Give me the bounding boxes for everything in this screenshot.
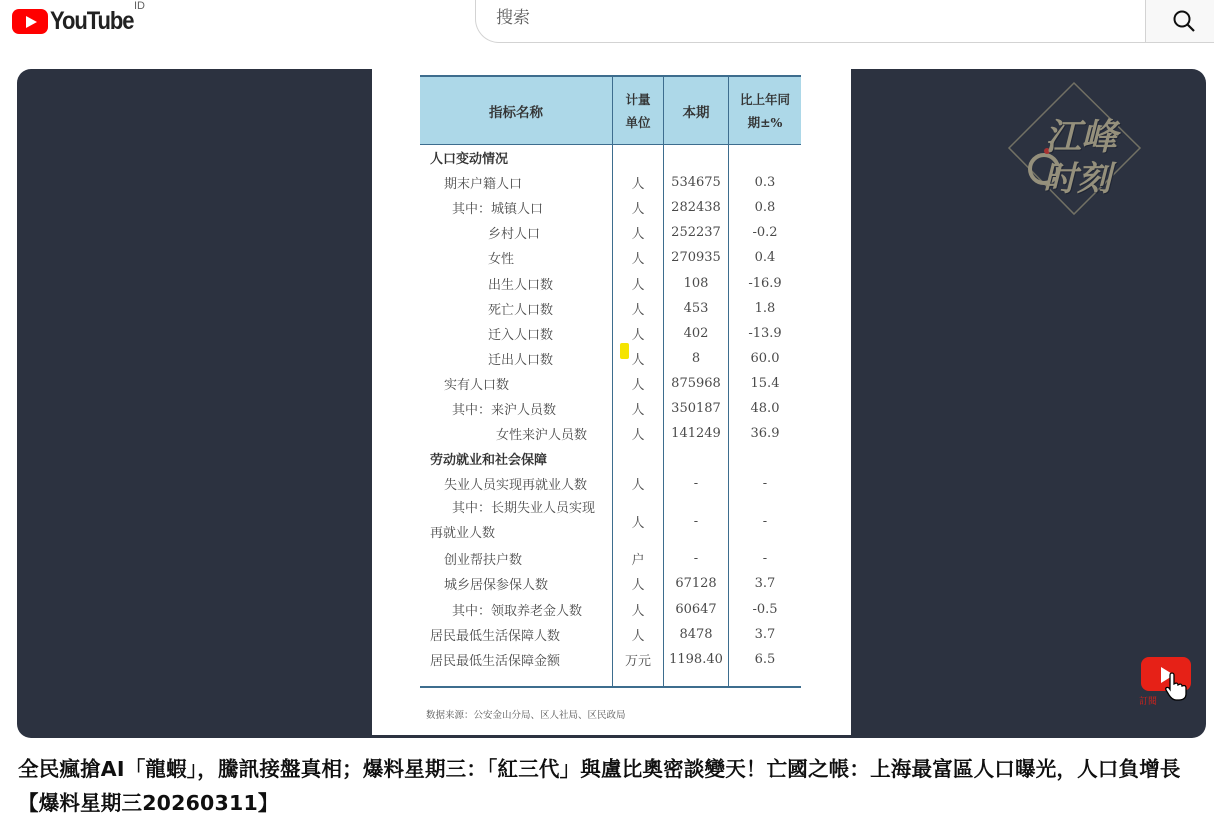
table-row — [420, 145, 801, 171]
cell-unit — [613, 446, 664, 471]
cell-unit: 万元 — [613, 647, 664, 672]
cell-indicator-name: 居民最低生活保障金额 — [430, 653, 561, 669]
cell-yoy: 48.0 — [729, 396, 802, 421]
cell-indicator-name: 居民最低生活保障人数 — [430, 628, 561, 644]
watermark-text-2: 时刻 — [1043, 159, 1111, 199]
cell-indicator-name: 城乡居保参保人数 — [444, 578, 549, 594]
logo-text: YouTube — [50, 6, 134, 35]
cell-unit: 人 — [613, 195, 664, 220]
table-spacer — [420, 672, 801, 687]
cell-yoy: -16.9 — [729, 270, 802, 295]
cell-yoy: 36.9 — [729, 421, 802, 446]
cell-value: 108 — [664, 270, 729, 295]
cell-indicator-name: 乡村人口 — [488, 227, 541, 243]
cell-yoy: -0.5 — [729, 597, 802, 622]
cell-value — [664, 446, 729, 471]
table-row — [420, 571, 801, 596]
search-box[interactable] — [475, 0, 1146, 43]
cell-value: 141249 — [664, 421, 729, 446]
document-page — [372, 69, 851, 735]
cell-value: 8478 — [664, 622, 729, 647]
cell-value — [664, 145, 729, 171]
cell-indicator-name: 其中：长期失业人员实现 再就业人数 — [430, 501, 596, 542]
highlight-mark — [620, 343, 629, 359]
search-input[interactable] — [496, 4, 1096, 32]
cell-yoy: 60.0 — [729, 346, 802, 371]
cell-value: 60647 — [664, 597, 729, 622]
cell-unit: 人 — [613, 321, 664, 346]
statistics-table — [420, 75, 801, 688]
watermark-text-1: 江峰 — [1045, 117, 1118, 158]
hand-cursor-icon — [1164, 671, 1190, 701]
cell-yoy: -13.9 — [729, 321, 802, 346]
cell-yoy: - — [729, 496, 802, 546]
cell-indicator-name: 其中：来沪人员数 — [452, 402, 557, 418]
table-row — [420, 496, 801, 546]
table-row — [420, 321, 801, 346]
cell-indicator-name: 迁出人口数 — [488, 352, 554, 368]
cell-indicator-name: 失业人员实现再就业人数 — [444, 478, 588, 494]
table-row — [420, 396, 801, 421]
region-code: ID — [134, 0, 145, 12]
cell-value: - — [664, 471, 729, 496]
cell-indicator-name: 女性来沪人员数 — [496, 428, 588, 444]
cell-unit: 户 — [613, 546, 664, 571]
cell-unit: 人 — [613, 371, 664, 396]
cell-indicator-name: 迁入人口数 — [488, 327, 554, 343]
cell-value: - — [664, 496, 729, 546]
subscribe-overlay[interactable] — [1139, 657, 1195, 715]
cell-indicator-name: 实有人口数 — [444, 377, 510, 393]
cell-yoy: 1.8 — [729, 296, 802, 321]
cell-value: 67128 — [664, 571, 729, 596]
table-row — [420, 371, 801, 396]
cell-indicator-name: 人口变动情况 — [430, 152, 509, 168]
cell-indicator-name: 出生人口数 — [488, 277, 554, 293]
cell-indicator-name: 其中：城镇人口 — [452, 202, 544, 218]
channel-watermark — [1007, 81, 1142, 216]
cell-indicator-name: 女性 — [488, 252, 515, 268]
cell-yoy: 6.5 — [729, 647, 802, 672]
cell-yoy: 3.7 — [729, 571, 802, 596]
cell-unit: 人 — [613, 622, 664, 647]
cell-yoy: - — [729, 546, 802, 571]
cell-value: 350187 — [664, 396, 729, 421]
cell-indicator-name: 其中：领取养老金人数 — [452, 603, 583, 619]
table-row — [420, 647, 801, 672]
cell-value: 1198.40 — [664, 647, 729, 672]
cell-yoy: 0.3 — [729, 170, 802, 195]
table-row — [420, 346, 801, 371]
cell-yoy: - — [729, 471, 802, 496]
search-icon — [1172, 9, 1196, 33]
table-row — [420, 220, 801, 245]
table-row — [420, 446, 801, 471]
table-row — [420, 622, 801, 647]
cell-unit: 人 — [613, 496, 664, 546]
youtube-play-icon — [12, 9, 48, 34]
cell-value: 8 — [664, 346, 729, 371]
cell-unit: 人 — [613, 597, 664, 622]
cell-indicator-name: 死亡人口数 — [488, 302, 554, 318]
table-row — [420, 195, 801, 220]
cell-value: 402 — [664, 321, 729, 346]
cell-yoy: 0.8 — [729, 195, 802, 220]
header-yoy: 比上年同 期±% — [729, 76, 802, 145]
table-row — [420, 296, 801, 321]
table-row — [420, 471, 801, 496]
subscribe-label: 訂閱 — [1139, 697, 1158, 707]
header-unit: 计量 单位 — [613, 76, 664, 145]
cell-value: 875968 — [664, 371, 729, 396]
header-name: 指标名称 — [420, 76, 613, 145]
cell-unit: 人 — [613, 296, 664, 321]
table-row — [420, 546, 801, 571]
cell-yoy — [729, 145, 802, 171]
cell-value: 534675 — [664, 170, 729, 195]
youtube-logo[interactable] — [12, 6, 145, 36]
cell-unit: 人 — [613, 170, 664, 195]
cell-yoy: -0.2 — [729, 220, 802, 245]
cell-indicator-name: 创业帮扶户数 — [444, 553, 523, 569]
cell-yoy — [729, 446, 802, 471]
video-player[interactable] — [17, 69, 1206, 738]
cell-value: 453 — [664, 296, 729, 321]
source-note: 数据来源：公安金山分局、区人社局、区民政局 — [426, 710, 626, 721]
cell-indicator-name: 劳动就业和社会保障 — [430, 453, 548, 469]
cell-unit: 人 — [613, 471, 664, 496]
cell-unit: 人 — [613, 421, 664, 446]
cell-unit — [613, 145, 664, 171]
cell-unit: 人 — [613, 571, 664, 596]
cell-value: 252237 — [664, 220, 729, 245]
table-row — [420, 597, 801, 622]
cell-value: 270935 — [664, 245, 729, 270]
cell-yoy: 15.4 — [729, 371, 802, 396]
cell-unit: 人 — [613, 396, 664, 421]
cell-indicator-name: 期末户籍人口 — [444, 177, 523, 193]
table-row — [420, 245, 801, 270]
cell-value: - — [664, 546, 729, 571]
table-row — [420, 270, 801, 295]
cell-value: 282438 — [664, 195, 729, 220]
search-button[interactable] — [1145, 0, 1214, 43]
cell-unit: 人 — [613, 346, 664, 371]
cell-unit: 人 — [613, 245, 664, 270]
cell-unit: 人 — [613, 220, 664, 245]
header-value: 本期 — [664, 76, 729, 145]
video-title[interactable]: 全民瘋搶AI「龍蝦」，騰訊接盤真相；爆料星期三：「紅三代」與盧比奧密談變天！亡國之帳：上海最富區人口曝光，人口負增長【爆料星期三20260311】 — [18, 757, 1181, 815]
table-row — [420, 421, 801, 446]
table-row — [420, 170, 801, 195]
cell-yoy: 0.4 — [729, 245, 802, 270]
cell-unit: 人 — [613, 270, 664, 295]
cell-yoy: 3.7 — [729, 622, 802, 647]
